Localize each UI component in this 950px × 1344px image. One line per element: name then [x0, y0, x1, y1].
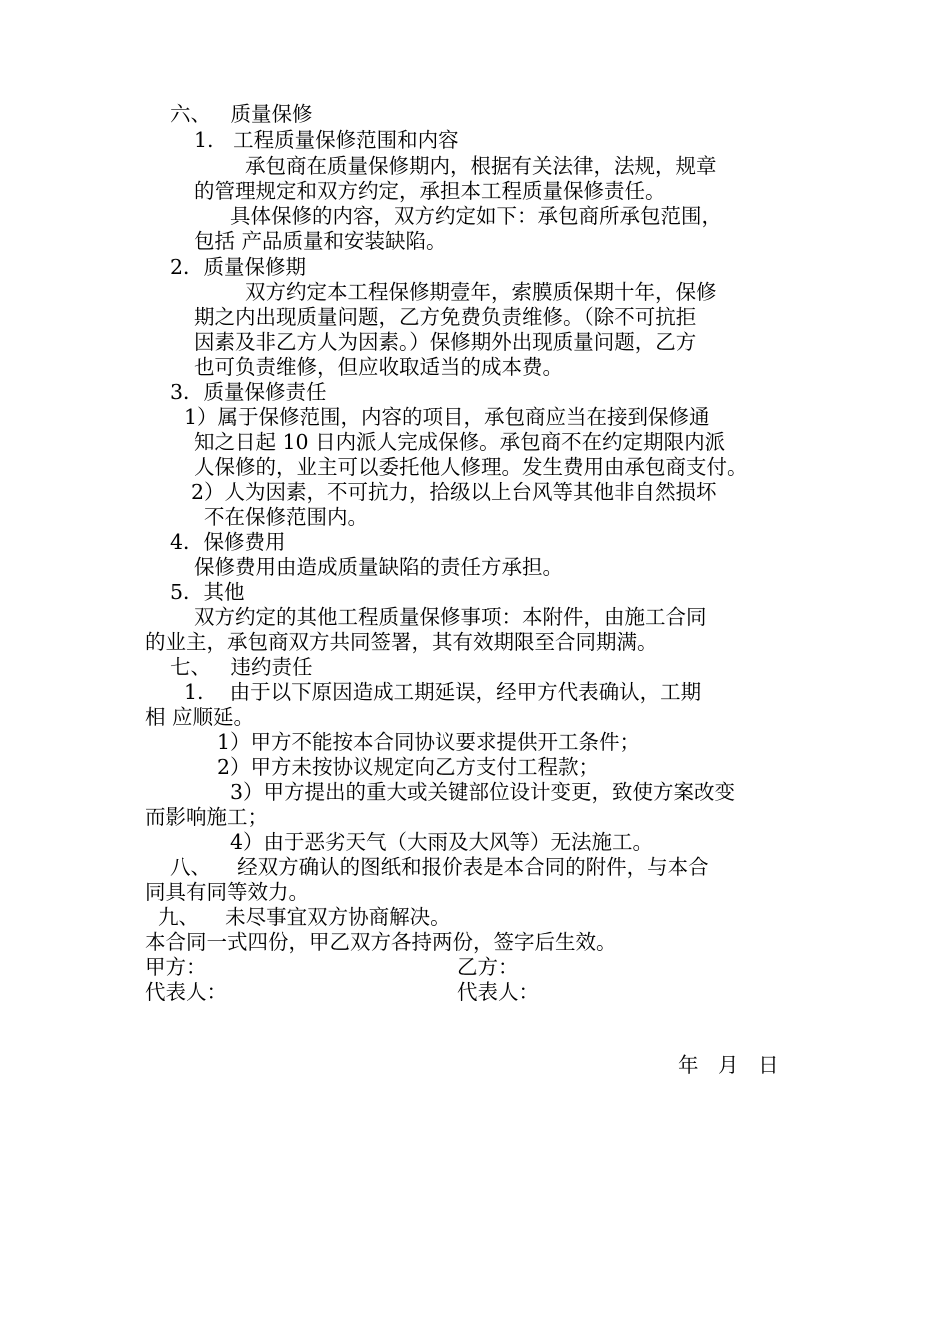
- paragraph-line: 包括 产品质量和安装缺陷。: [194, 229, 447, 253]
- item-2-heading: 2．质量保修期: [170, 255, 307, 279]
- paragraph-line: 保修费用由造成质量缺陷的责任方承担。: [194, 555, 563, 579]
- paragraph-line: 2）人为因素，不可抗力，拾级以上台风等其他非自然损坏: [191, 480, 717, 504]
- list-item: 3）甲方提出的重大或关键部位设计变更，致使方案改变: [230, 780, 736, 804]
- item-5-heading: 5．其他: [170, 580, 245, 604]
- paragraph-line: 相 应顺延。: [145, 705, 255, 729]
- item-1-heading: 1. 工程质量保修范围和内容: [194, 128, 459, 152]
- paragraph-line: 双方约定的其他工程质量保修事项：本附件，由施工合同: [194, 605, 707, 629]
- signature-date: 年 月 日: [678, 1053, 779, 1077]
- section-9-heading: 九、 未尽事宜双方协商解决。: [158, 905, 451, 929]
- paragraph-line: 知之日起 10 日内派人完成保修。承包商不在约定期限内派: [194, 430, 726, 454]
- paragraph-line: 具体保修的内容，双方约定如下：承包商所承包范围，: [230, 204, 722, 228]
- paragraph-line: 人保修的，业主可以委托他人修理。发生费用由承包商支付。: [194, 455, 748, 479]
- item-4-heading: 4．保修费用: [170, 530, 286, 554]
- paragraph-line: 的业主，承包商双方共同签署，其有效期限至合同期满。: [145, 630, 658, 654]
- party-b-label: 乙方：: [457, 955, 519, 979]
- list-item: 4）由于恶劣天气（大雨及大风等）无法施工。: [230, 830, 654, 854]
- section-6-heading: 六、 质量保修: [170, 102, 313, 126]
- representative-a-label: 代表人：: [145, 980, 227, 1004]
- paragraph-line: 而影响施工；: [145, 805, 268, 829]
- list-item: 1）甲方不能按本合同协议要求提供开工条件；: [217, 730, 641, 754]
- paragraph-line: 因素及非乙方人为因素。）保修期外出现质量问题，乙方: [194, 330, 697, 354]
- paragraph-line: 承包商在质量保修期内，根据有关法律，法规，规章: [245, 154, 717, 178]
- paragraph-line: 双方约定本工程保修期壹年，索膜质保期十年，保修: [245, 280, 717, 304]
- paragraph-line: 同具有同等效力。: [145, 880, 309, 904]
- list-item: 2）甲方未按协议规定向乙方支付工程款；: [217, 755, 600, 779]
- representative-b-label: 代表人：: [457, 980, 539, 1004]
- paragraph-line: 不在保修范围内。: [204, 505, 368, 529]
- paragraph-line: 也可负责维修，但应收取适当的成本费。: [194, 355, 563, 379]
- paragraph-line: 1. 由于以下原因造成工期延误，经甲方代表确认，工期: [184, 680, 702, 704]
- section-7-heading: 七、 违约责任: [170, 655, 313, 679]
- paragraph-line: 本合同一式四份，甲乙双方各持两份，签字后生效。: [145, 930, 617, 954]
- paragraph-line: 期之内出现质量问题，乙方免费负责维修。（除不可抗拒: [194, 305, 697, 329]
- item-3-heading: 3．质量保修责任: [170, 380, 327, 404]
- paragraph-line: 的管理规定和双方约定，承担本工程质量保修责任。: [194, 179, 666, 203]
- section-8-heading: 八、 经双方确认的图纸和报价表是本合同的附件，与本合: [170, 855, 709, 879]
- paragraph-line: 1）属于保修范围，内容的项目，承包商应当在接到保修通: [184, 405, 710, 429]
- party-a-label: 甲方：: [145, 955, 207, 979]
